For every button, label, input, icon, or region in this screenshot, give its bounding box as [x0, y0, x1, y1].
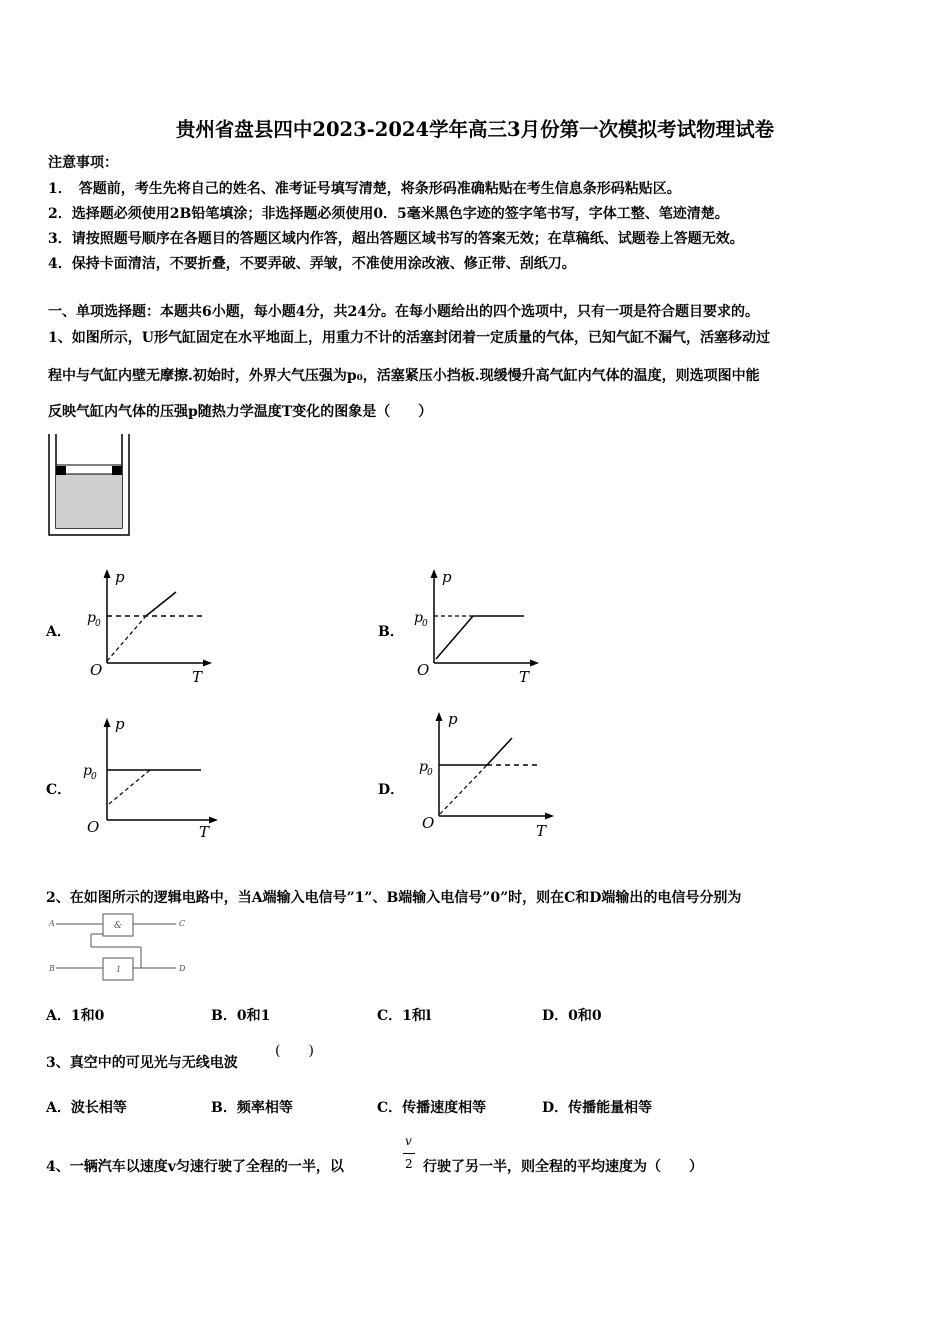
- q1-option-b[interactable]: B．: [378, 624, 404, 640]
- q2-option-d[interactable]: D．0和0: [542, 1008, 602, 1024]
- q2-option-c[interactable]: C．1和l: [377, 1008, 432, 1024]
- q2-option-b[interactable]: B．0和1: [211, 1008, 271, 1024]
- cylinder-figure: [44, 430, 134, 540]
- origin-label: O: [87, 818, 100, 836]
- label-p0-sub: 0: [422, 619, 428, 629]
- q1-option-a[interactable]: A．: [46, 624, 71, 640]
- label-p0: p: [414, 610, 423, 626]
- origin-label: O: [90, 661, 103, 679]
- q1-option-c[interactable]: C．: [46, 782, 72, 798]
- not-gate-symbol: 1: [116, 965, 122, 974]
- note-item: 1． 答题前，考生先将自己的姓名、准考证号填写清楚，将条形码准确粘贴在考生信息条形码粘贴区。: [48, 181, 681, 197]
- origin-label: O: [422, 814, 435, 832]
- axis-label-p: p: [115, 568, 125, 586]
- and-gate-symbol: &: [114, 921, 123, 931]
- notes-heading: 注意事项：: [48, 155, 118, 171]
- axis-label-p: p: [442, 568, 452, 586]
- q3-option-a[interactable]: A．波长相等: [46, 1100, 127, 1116]
- circuit-label-b: B: [49, 964, 55, 973]
- axis-label-p: p: [115, 715, 125, 733]
- q4-fraction-numerator: v: [405, 1134, 412, 1148]
- q3-paren: ( ): [275, 1043, 314, 1059]
- graph-d: [412, 706, 562, 840]
- q2-stem: 2、在如图所示的逻辑电路中，当A端输入电信号”1”、B端输入电信号”0”时，则在C和D端输出的电信号分别为: [46, 890, 742, 906]
- graph-c: [80, 712, 225, 837]
- label-p0-sub: 0: [91, 772, 97, 782]
- q3-stem: 3、真空中的可见光与无线电波: [46, 1055, 238, 1071]
- note-item: 4．保持卡面清洁，不要折叠，不要弄破、弄皱，不准使用涂改液、修正带、刮纸刀。: [48, 256, 576, 272]
- q3-option-d[interactable]: D．传播能量相等: [542, 1100, 653, 1116]
- circuit-label-d: D: [179, 964, 186, 973]
- label-p0: p: [87, 610, 96, 626]
- graph-a: [80, 565, 220, 685]
- logic-circuit: [46, 910, 191, 985]
- section-heading: 一、单项选择题：本题共6小题，每小题4分，共24分。在每小题给出的四个选项中，只有一项是符合题目要求的。: [48, 304, 759, 320]
- note-item: 2．选择题必须使用2B铅笔填涂；非选择题必须使用0．5毫米黑色字迹的签字笔书写，字体工整、笔迹清楚。: [48, 206, 729, 222]
- origin-label: O: [417, 661, 430, 679]
- axis-label-t: T: [192, 668, 203, 685]
- q1-stem-line1: 1、如图所示，U形气缸固定在水平地面上，用重力不计的活塞封闭着一定质量的气体，已知气缸不漏气，活塞移动过: [48, 330, 770, 346]
- q4-stem-part2: 行驶了另一半，则全程的平均速度为（ ）: [423, 1159, 703, 1175]
- label-p0: p: [83, 763, 92, 779]
- graph-b: [407, 565, 547, 685]
- q1-stem-line3: 反映气缸内气体的压强p随热力学温度T变化的图象是（ ）: [48, 404, 433, 420]
- label-p0-sub: 0: [95, 619, 101, 629]
- axis-label-p: p: [448, 710, 458, 728]
- label-p0: p: [419, 759, 428, 775]
- q1-stem-line2: 程中与气缸内壁无摩擦.初始时，外界大气压强为p₀，活塞紧压小挡板.现缓慢升高气缸内气体的温度，则选项图中能: [48, 368, 760, 384]
- note-item: 3．请按照题号顺序在各题目的答题区域内作答，超出答题区域书写的答案无效；在草稿纸、试题卷上答题无效。: [48, 231, 744, 247]
- q1-option-d[interactable]: D．: [378, 782, 405, 798]
- axis-label-t: T: [199, 823, 210, 837]
- q2-option-a[interactable]: A．1和0: [46, 1008, 105, 1024]
- q4-stem-part1: 4、一辆汽车以速度v匀速行驶了全程的一半，以: [46, 1159, 344, 1175]
- label-p0-sub: 0: [427, 768, 433, 778]
- circuit-label-c: C: [179, 919, 186, 928]
- axis-label-t: T: [519, 668, 530, 685]
- page-title: 贵州省盘县四中2023-2024学年高三3月份第一次模拟考试物理试卷: [175, 118, 775, 141]
- axis-label-t: T: [536, 822, 547, 840]
- q4-fraction-denominator: 2: [405, 1157, 413, 1171]
- q4-fraction-bar: [403, 1153, 415, 1154]
- q3-option-c[interactable]: C．传播速度相等: [377, 1100, 487, 1116]
- q3-option-b[interactable]: B．频率相等: [211, 1100, 293, 1116]
- circuit-label-a: A: [49, 919, 55, 928]
